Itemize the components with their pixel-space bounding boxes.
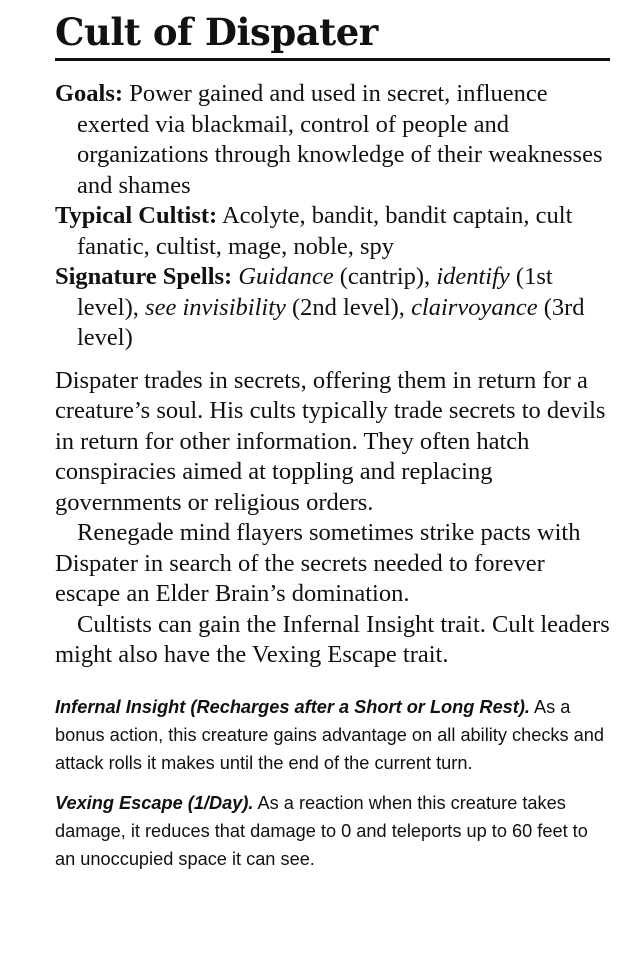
trait-goals <box>55 79 610 201</box>
paragraph: Dispater trades in secrets, offering them in return for a creature’s soul. His cults typically trade secrets to devils in return for other information. They often hatch conspiracies aimed at toppling and replacing governments or religious orders. <box>55 366 606 516</box>
description <box>55 366 610 671</box>
spell-level: (cantrip), <box>333 263 437 290</box>
feature-text: As a bonus action, this creature gains advantage on all ability checks and attack rolls it makes until the end of the current turn. <box>55 696 604 773</box>
cult-traits <box>55 79 610 354</box>
spell-identify: identify <box>436 263 510 290</box>
paragraph: Renegade mind flayers sometimes strike pacts with Dispater in search of the secrets needed to forever escape an Elder Brain’s domination. <box>55 519 581 607</box>
feature-name: Vexing Escape (1/Day). <box>55 792 254 813</box>
paragraph: Cultists can gain the Infernal Insight trait. Cult leaders might also have the Vexing Escape trait. <box>55 610 610 668</box>
spell-guidance: Guidance <box>238 263 334 290</box>
page-content <box>55 0 610 873</box>
page-title: Cult of Dispater <box>55 0 610 61</box>
spell-see-invisibility: see invisibility <box>145 293 286 321</box>
trait-signature-spells <box>55 262 610 354</box>
trait-typical-cultist <box>55 201 610 262</box>
spell-level: (2nd level), <box>285 293 412 321</box>
trait-label: Typical Cultist: <box>55 202 218 229</box>
feature-infernal-insight <box>55 693 610 777</box>
trait-value: Power gained and used in secret, influence exerted via blackmail, control of people and organizations through knowledge of their weaknesses and shames <box>77 80 603 199</box>
spell-level: (1st level), <box>77 263 553 321</box>
spell-level: (3rd level) <box>77 293 585 351</box>
feature-vexing-escape <box>55 789 610 873</box>
trait-label: Goals: <box>55 80 124 107</box>
trait-value: Acolyte, bandit, bandit captain, cult fanatic, cultist, mage, noble, spy <box>77 202 573 260</box>
trait-label: Signature Spells: <box>55 263 233 290</box>
feature-name: Infernal Insight (Recharges after a Short or Long Rest). <box>55 696 530 717</box>
feature-text: As a reaction when this creature takes damage, it reduces that damage to 0 and teleports up to 60 feet to an unoccupied space it can see. <box>55 792 588 869</box>
spell-clairvoyance: clairvoyance <box>411 293 538 321</box>
